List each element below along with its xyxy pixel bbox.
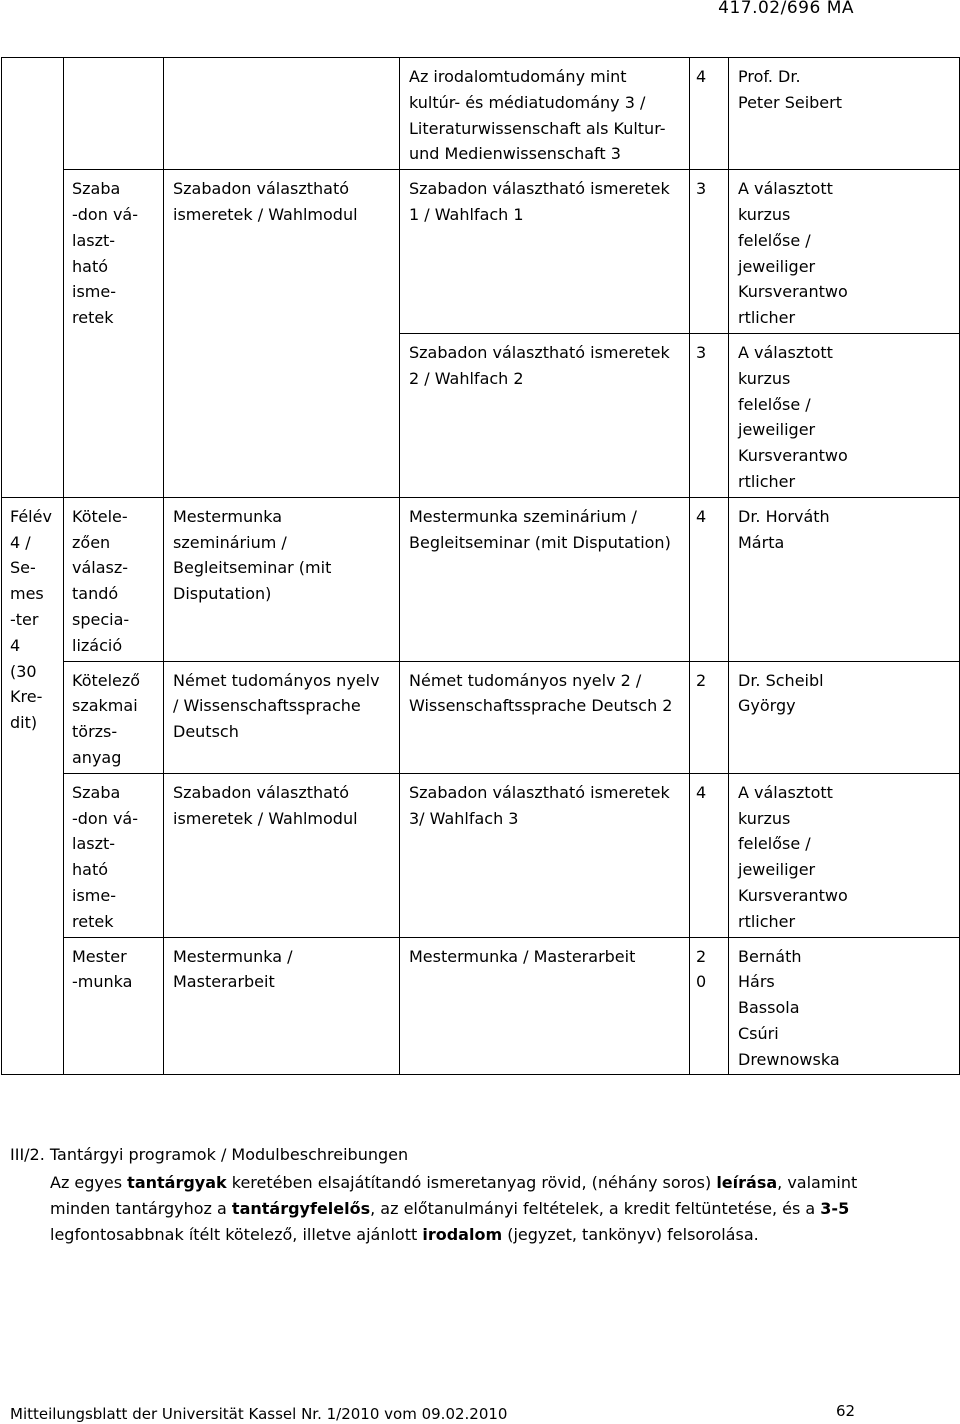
- category-label: Kötele- zően válasz- tandó specia- lizáció: [64, 497, 164, 661]
- table-row: [2, 773, 960, 937]
- paragraph-text: , az előtanulmányi feltételek, a kredit feltüntetése, és a: [370, 1199, 821, 1218]
- module-group: Mestermunka szeminárium / Begleitseminar (mit Disputation): [164, 497, 400, 661]
- credit-value: 3: [690, 170, 729, 334]
- paragraph-text: keretében elsajátítandó ismeretanyag rövid, (néhány soros): [226, 1173, 717, 1192]
- module-name: Német tudományos nyelv 2 / Wissenschaftssprache Deutsch 2: [400, 661, 690, 773]
- paragraph-text: (jegyzet, tankönyv) felsorolása.: [502, 1225, 759, 1244]
- responsible-person: Dr. Scheibl György: [729, 661, 960, 773]
- responsible-person: A választott kurzus felelőse / jeweiliger Kursverantwo rtlicher: [729, 170, 960, 334]
- module-group: Német tudományos nyelv / Wissenschaftssprache Deutsch: [164, 661, 400, 773]
- category-label: Szaba -don vá- laszt- ható isme- retek: [64, 773, 164, 937]
- table-row: [2, 170, 960, 334]
- paragraph-emphasis: leírása: [716, 1173, 778, 1192]
- semester-cell-empty: [2, 58, 64, 498]
- module-name: Szabadon választható ismeretek 3/ Wahlfach 3: [400, 773, 690, 937]
- credit-value: 2: [690, 661, 729, 773]
- module-group: Szabadon választható ismeretek / Wahlmodul: [164, 773, 400, 937]
- responsible-person: A választott kurzus felelőse / jeweiliger Kursverantwo rtlicher: [729, 333, 960, 497]
- credit-value: 3: [690, 333, 729, 497]
- group-cell-empty: [164, 58, 400, 170]
- description-paragraph: [50, 1170, 870, 1248]
- responsible-person: Prof. Dr. Peter Seibert: [729, 58, 960, 170]
- credit-value: 4: [690, 773, 729, 937]
- page-number: 62: [836, 1402, 856, 1420]
- responsible-person: Bernáth Hárs Bassola Csúri Drewnowska: [729, 937, 960, 1075]
- category-label: Mester -munka: [64, 937, 164, 1075]
- paragraph-emphasis: tantárgyak: [127, 1173, 227, 1192]
- category-cell-empty: [64, 58, 164, 170]
- credit-value: 4: [690, 58, 729, 170]
- module-group: Szabadon választható ismeretek / Wahlmodul: [164, 170, 400, 498]
- table-row: [2, 58, 960, 170]
- module-name: Az irodalomtudomány mint kultúr- és médiatudomány 3 / Literaturwissenschaft als Kultur- und Medienwissenschaft 3: [400, 58, 690, 170]
- paragraph-emphasis: tantárgyfelelős: [231, 1199, 371, 1218]
- paragraph-text: , valamint minden tantárgyhoz a: [50, 1173, 858, 1218]
- paragraph-text: legfontosabbnak ítélt kötelező, illetve ajánlott: [50, 1225, 423, 1244]
- responsible-person: A választott kurzus felelőse / jeweiliger Kursverantwo rtlicher: [729, 773, 960, 937]
- category-label: Szaba -don vá- laszt- ható isme- retek: [64, 170, 164, 498]
- module-name: Szabadon választható ismeretek 2 / Wahlfach 2: [400, 333, 690, 497]
- credit-value: 4: [690, 497, 729, 661]
- module-name: Szabadon választható ismeretek 1 / Wahlfach 1: [400, 170, 690, 334]
- table-row: [2, 497, 960, 661]
- paragraph-emphasis: irodalom: [422, 1225, 503, 1244]
- responsible-person: Dr. Horváth Márta: [729, 497, 960, 661]
- table-row: [2, 661, 960, 773]
- module-table: [1, 57, 960, 1075]
- paragraph-text: Az egyes: [50, 1173, 128, 1192]
- section-title: III/2. Tantárgyi programok / Modulbeschreibungen: [10, 1145, 409, 1164]
- paragraph-emphasis: 3-5: [820, 1199, 850, 1218]
- footer-text: Mitteilungsblatt der Universität Kassel Nr. 1/2010 vom 09.02.2010: [10, 1405, 508, 1423]
- credit-value: 2 0: [690, 937, 729, 1075]
- semester-label: Félév 4 / Se- mes -ter 4 (30 Kre- dit): [2, 497, 64, 1075]
- category-label: Kötelező szakmai törzs- anyag: [64, 661, 164, 773]
- module-group: Mestermunka / Masterarbeit: [164, 937, 400, 1075]
- document-number: 417.02/696 MA: [718, 0, 854, 18]
- table-row: [2, 937, 960, 1075]
- module-name: Mestermunka szeminárium / Begleitseminar (mit Disputation): [400, 497, 690, 661]
- module-name: Mestermunka / Masterarbeit: [400, 937, 690, 1075]
